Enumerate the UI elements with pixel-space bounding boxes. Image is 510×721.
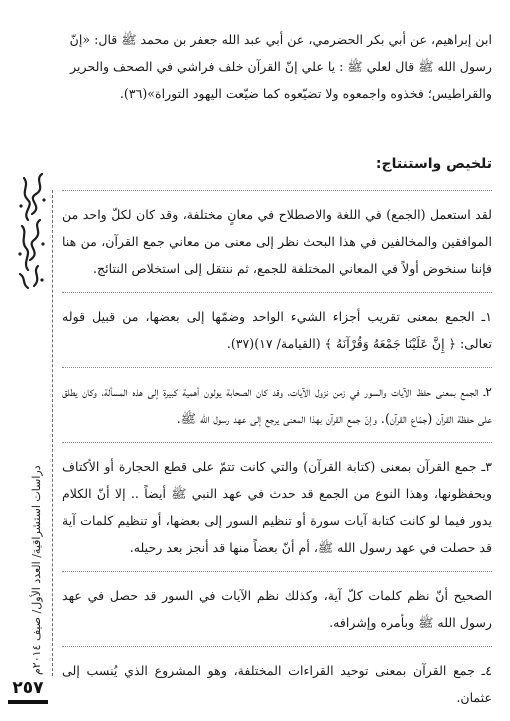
intro-line: ابن إبراهيم، عن أبي بكر الحضرمي، عن أبي عبد الله جعفر بن محمد ﷺ قال: «إنّ <box>69 32 492 47</box>
page-sidebar <box>0 0 56 721</box>
paragraph-conclusion: الصحيح أنّ نظم كلمات كلّ آية، وكذلك نظم الآيات في السور قد حصل في عهد رسول الله ﷺ وبأمره وإشرافه. <box>62 588 492 630</box>
intro-line: رسول الله ﷺ قال لعلي ﷺ : يا علي إنّ القرآن خلف فراشي في الصحف والحرير <box>70 59 492 74</box>
paragraph-point-4: ٤ـ جمع القرآن بمعنى توحيد القراءات المختلفة، وهو المشروع الذي يُنسب إلى عثمان. <box>62 663 492 705</box>
section-heading: تلخيص واستنتاج: <box>375 156 492 172</box>
dotted-separator <box>62 292 492 293</box>
dotted-separator <box>62 571 492 572</box>
paragraph-intro: لقد استعمل (الجمع) في اللغة والاصطلاح في معانٍ مختلفة، وقد كان لكلّ واحد من الموافقين والمخالفين في هذا البحث نظر إلى معنى من معاني جمع القرآن، من هنا فإننا سنخوض أولاً في المعاني المختلفة للجمع، ثم ننتقل إلى استخلاص النتائج. <box>62 207 492 276</box>
intro-line: والقراطيس؛ فخذوه واجمعوه ولا تضيّعوه كما ضيّعت اليهود التوراة»(٣٦). <box>119 86 492 101</box>
page-body <box>62 26 492 721</box>
sidebar-divider <box>52 190 53 676</box>
journal-calligraphy-logo-icon <box>16 170 48 290</box>
paragraph-point-1: ١ـ الجمع بمعنى تقريب أجزاء الشيء الواحد وضمّها إلى بعضها، من قبيل قوله تعالى: ﴿ إِنَّ عَلَيْنَا جَمْعَهُ وَقُرْآنَهُ ﴾ (القيامة/ ١٧)(٣٧). <box>62 309 492 351</box>
page-number: ٢٥٧ <box>12 678 44 698</box>
paragraph-point-2: ٢ـ الجمع بمعنى حفظ الآيات والسور في زمن نزول الآيات، وقد كان الصحابة يولون أهمية كبيرة إلى هذه المسألة، وكان يطلق على حفظة القرآن (جمّاع القرآن). وإنّ جمع القرآن بهذا المعنى يرجع إلى عهد رسول الله ﷺ. <box>62 384 492 426</box>
paragraph-point-3: ٣ـ جمع القرآن بمعنى (كتابة القرآن) والتي كانت تتمّ على قطع الحجارة أو الأكتاف ويحفظونها، وهذا النوع من الجمع قد حدث في عهد النبي ﷺ أيضاً .. إلا أنّ الكلام يدور فيما لو كانت كتابة آيات سورة أو تنظيم السور إلى بعضها، أو تنظيم كلمات آية قد حصلت في عهد رسول الله ﷺ، أم أنّ بعضاً منها قد أنجز بعد رحيله. <box>62 459 492 555</box>
page-number-bar <box>8 700 48 704</box>
journal-issue-label: دراسات استشراقية/ العدد الأول/ صيف ٢٠١٤م <box>30 465 43 675</box>
dotted-separator <box>62 367 492 368</box>
dotted-separator <box>62 442 492 443</box>
dotted-separator <box>62 646 492 647</box>
dotted-separator <box>62 190 492 191</box>
